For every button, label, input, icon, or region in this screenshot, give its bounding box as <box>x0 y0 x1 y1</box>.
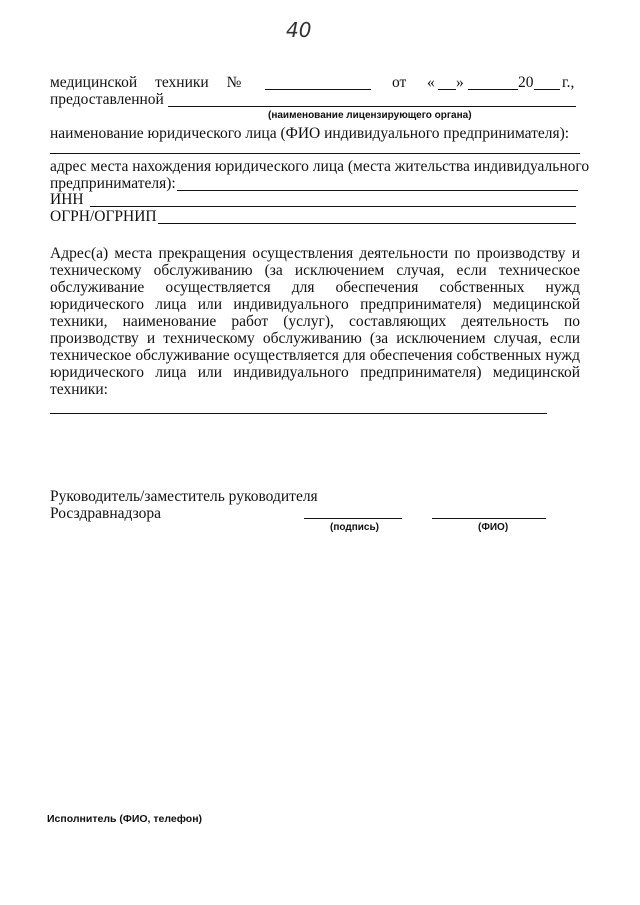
termination-address-field[interactable] <box>50 413 547 414</box>
licensing-body-field[interactable] <box>168 106 576 107</box>
paragraph-line: обслуживание осуществляется для обеспечения собственных нужд <box>50 279 580 296</box>
paragraph-line: техническому обслуживанию (за исключением случая, если техническое <box>50 262 580 279</box>
date-from-label: от <box>392 74 407 91</box>
signer-title-line2: Росздравнадзора <box>50 505 161 522</box>
paragraph-line: юридического лица или индивидуального предпринимателя) медицинской <box>50 364 580 381</box>
date-year-field[interactable] <box>534 89 560 90</box>
legal-name-field[interactable] <box>50 153 580 154</box>
signature-field[interactable] <box>304 518 402 519</box>
executor-label: Исполнитель (ФИО, телефон) <box>47 813 203 825</box>
address-label-line2: предпринимателя): <box>50 175 176 192</box>
address-paragraph <box>50 245 580 398</box>
address-label-line1: адрес места нахождения юридического лица (места жительства индивидуального <box>50 158 590 175</box>
paragraph-line: техники: <box>50 381 108 398</box>
paragraph-line: Адрес(а) места прекращения осуществления деятельности по производству и <box>50 245 580 262</box>
date-quote-close: » <box>456 74 464 91</box>
equipment-number-field[interactable] <box>265 89 371 90</box>
paragraph-line: техники, наименование работ (услуг), составляющих деятельность по <box>50 313 580 330</box>
date-year-suffix: г., <box>562 74 575 91</box>
provided-by-label: предоставленной <box>50 91 164 108</box>
date-year-prefix: 20 <box>518 74 534 91</box>
signature-hint: (подпись) <box>330 522 379 533</box>
date-quote-open: « <box>427 74 435 91</box>
date-day-field[interactable] <box>438 89 456 90</box>
paragraph-line: техническое обслуживание осуществляется для обеспечения собственных нужд <box>50 347 580 364</box>
signer-title-line1: Руководитель/заместитель руководителя <box>50 488 318 505</box>
inn-label: ИНН <box>50 191 84 208</box>
paragraph-line: производству и техническому обслуживанию (за исключением случая, если <box>50 330 580 347</box>
ogrn-label: ОГРН/ОГРНИП <box>50 208 157 225</box>
inn-field[interactable] <box>90 206 576 207</box>
signer-name-field[interactable] <box>432 518 546 519</box>
address-field[interactable] <box>177 190 578 191</box>
paragraph-line: юридического лица или индивидуального предпринимателя) медицинской <box>50 296 580 313</box>
legal-name-label: наименование юридического лица (ФИО индивидуального предпринимателя): <box>50 125 570 142</box>
licensing-body-hint: (наименование лицензирующего органа) <box>268 110 472 121</box>
page-number: 40 <box>286 18 312 42</box>
date-month-field[interactable] <box>468 89 518 90</box>
signer-name-hint: (ФИО) <box>478 522 509 533</box>
equipment-number-label: медицинской техники № <box>50 74 242 91</box>
ogrn-field[interactable] <box>158 223 576 224</box>
